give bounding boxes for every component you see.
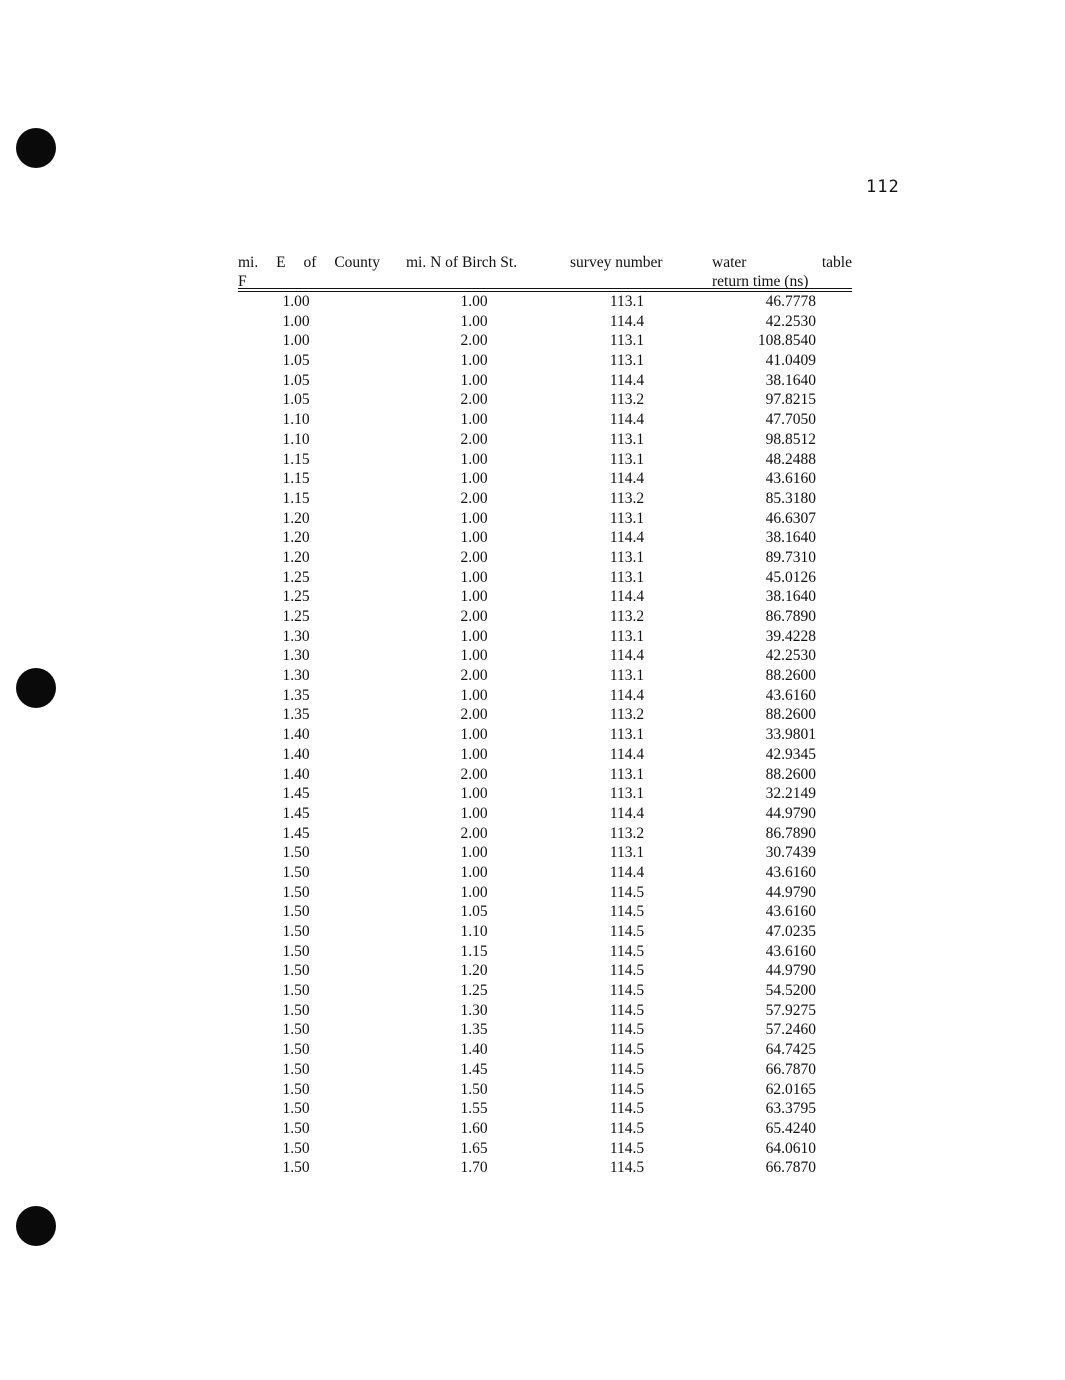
cell-survey-number: 114.4	[609, 804, 645, 822]
cell-mi-e-of-county: 1.40	[282, 745, 310, 763]
table-row	[238, 1020, 852, 1040]
header-survey-number: survey number	[570, 254, 663, 271]
cell-mi-n-of-birch: 1.00	[460, 509, 488, 527]
cell-return-time: 88.2600	[765, 667, 816, 685]
cell-return-time: 54.5200	[765, 982, 816, 1000]
cell-survey-number: 113.1	[609, 352, 645, 370]
cell-return-time: 45.0126	[765, 568, 816, 586]
cell-mi-e-of-county: 1.40	[282, 765, 310, 783]
cell-survey-number: 114.5	[609, 1001, 645, 1019]
cell-survey-number: 114.4	[609, 371, 645, 389]
cell-survey-number: 114.5	[609, 1041, 645, 1059]
table-row	[238, 390, 852, 410]
cell-survey-number: 113.1	[609, 548, 645, 566]
table-row	[238, 312, 852, 332]
punch-hole-bottom	[16, 1206, 56, 1246]
cell-mi-e-of-county: 1.35	[282, 706, 310, 724]
punch-hole-top	[16, 128, 56, 168]
cell-return-time: 66.7870	[765, 1060, 816, 1078]
table-row	[238, 745, 852, 765]
cell-mi-n-of-birch: 1.00	[460, 588, 488, 606]
cell-return-time: 43.6160	[765, 942, 816, 960]
cell-mi-e-of-county: 1.50	[282, 942, 310, 960]
cell-return-time: 44.9790	[765, 883, 816, 901]
page-number: 112	[866, 177, 900, 197]
cell-mi-n-of-birch: 1.05	[460, 903, 488, 921]
cell-survey-number: 113.1	[609, 765, 645, 783]
header-word: water	[712, 254, 747, 271]
table-row	[238, 981, 852, 1001]
cell-mi-e-of-county: 1.25	[282, 608, 310, 625]
cell-survey-number: 113.1	[609, 667, 645, 685]
cell-mi-n-of-birch: 1.00	[460, 726, 488, 744]
header-mi-n-of-birch: mi. N of Birch St.	[406, 254, 518, 271]
cell-return-time: 65.4240	[765, 1119, 816, 1137]
cell-mi-e-of-county: 1.50	[282, 1041, 310, 1059]
cell-return-time: 47.7050	[765, 411, 816, 429]
cell-mi-n-of-birch: 2.00	[460, 430, 488, 448]
cell-survey-number: 113.1	[609, 509, 645, 527]
cell-mi-n-of-birch: 1.00	[460, 371, 488, 389]
cell-survey-number: 114.5	[609, 1159, 645, 1177]
table-row	[238, 587, 852, 607]
cell-survey-number: 114.4	[609, 588, 645, 606]
cell-survey-number: 114.5	[609, 1139, 645, 1157]
cell-mi-n-of-birch: 1.00	[460, 745, 488, 763]
table-row	[238, 489, 852, 509]
cell-return-time: 63.3795	[765, 1100, 816, 1118]
cell-survey-number: 113.2	[609, 706, 645, 724]
table-row	[238, 1158, 852, 1178]
cell-mi-n-of-birch: 1.60	[460, 1119, 488, 1137]
cell-mi-n-of-birch: 2.00	[460, 824, 488, 842]
table-row	[238, 961, 852, 981]
cell-return-time: 48.2488	[765, 450, 816, 468]
cell-survey-number: 114.4	[609, 411, 645, 429]
cell-survey-number: 113.2	[609, 608, 645, 625]
cell-mi-n-of-birch: 1.00	[460, 863, 488, 881]
cell-return-time: 44.9790	[765, 962, 816, 980]
cell-mi-e-of-county: 1.05	[282, 391, 310, 409]
cell-return-time: 57.2460	[765, 1021, 816, 1039]
cell-return-time: 57.9275	[765, 1001, 816, 1019]
cell-survey-number: 114.5	[609, 1060, 645, 1078]
cell-mi-e-of-county: 1.35	[282, 686, 310, 704]
cell-mi-n-of-birch: 1.00	[460, 568, 488, 586]
cell-mi-e-of-county: 1.20	[282, 509, 310, 527]
cell-mi-n-of-birch: 1.00	[460, 627, 488, 645]
table-row	[238, 883, 852, 903]
table-row	[238, 450, 852, 470]
cell-return-time: 47.0235	[765, 923, 816, 940]
cell-mi-n-of-birch: 1.45	[460, 1060, 488, 1078]
cell-return-time: 64.7425	[765, 1041, 816, 1059]
cell-survey-number: 113.1	[609, 568, 645, 586]
cell-survey-number: 114.4	[609, 529, 645, 547]
cell-mi-e-of-county: 1.45	[282, 785, 310, 803]
cell-mi-e-of-county: 1.50	[282, 1001, 310, 1019]
cell-return-time: 42.2530	[765, 647, 816, 665]
cell-survey-number: 113.2	[609, 489, 645, 507]
table-row	[238, 824, 852, 844]
cell-survey-number: 113.1	[609, 844, 645, 862]
cell-survey-number: 113.1	[609, 785, 645, 803]
cell-mi-e-of-county: 1.50	[282, 883, 310, 901]
table-row	[238, 863, 852, 883]
cell-mi-e-of-county: 1.00	[282, 312, 310, 330]
header-word: F	[238, 273, 247, 290]
table-row	[238, 686, 852, 706]
cell-survey-number: 114.5	[609, 903, 645, 921]
cell-return-time: 85.3180	[765, 489, 816, 507]
table-row	[238, 705, 852, 725]
table-row	[238, 627, 852, 647]
cell-mi-e-of-county: 1.50	[282, 982, 310, 1000]
cell-return-time: 38.1640	[765, 371, 816, 389]
cell-mi-n-of-birch: 1.70	[460, 1159, 488, 1177]
cell-return-time: 66.7870	[765, 1159, 816, 1177]
cell-mi-n-of-birch: 1.00	[460, 450, 488, 468]
cell-return-time: 88.2600	[765, 765, 816, 783]
table-row	[238, 843, 852, 863]
cell-mi-e-of-county: 1.05	[282, 371, 310, 389]
cell-survey-number: 114.5	[609, 1080, 645, 1098]
table-row	[238, 568, 852, 588]
cell-survey-number: 113.2	[609, 391, 645, 409]
cell-survey-number: 114.4	[609, 686, 645, 704]
cell-return-time: 32.2149	[765, 785, 816, 803]
cell-mi-n-of-birch: 1.55	[460, 1100, 488, 1118]
cell-mi-e-of-county: 1.05	[282, 352, 310, 370]
table-row	[238, 430, 852, 450]
cell-mi-n-of-birch: 1.00	[460, 804, 488, 822]
cell-mi-n-of-birch: 1.00	[460, 411, 488, 429]
cell-mi-e-of-county: 1.50	[282, 1119, 310, 1137]
data-table	[238, 253, 852, 1178]
cell-mi-e-of-county: 1.20	[282, 529, 310, 547]
cell-return-time: 42.9345	[765, 745, 816, 763]
cell-mi-e-of-county: 1.15	[282, 450, 310, 468]
cell-mi-n-of-birch: 1.10	[460, 923, 488, 940]
cell-return-time: 97.8215	[765, 391, 816, 409]
table-row	[238, 666, 852, 686]
cell-mi-e-of-county: 1.50	[282, 962, 310, 980]
cell-mi-n-of-birch: 2.00	[460, 706, 488, 724]
header-word: County	[334, 254, 380, 271]
cell-mi-n-of-birch: 1.50	[460, 1080, 488, 1098]
cell-mi-n-of-birch: 1.00	[460, 844, 488, 862]
cell-mi-e-of-county: 1.50	[282, 1021, 310, 1039]
cell-mi-e-of-county: 1.15	[282, 489, 310, 507]
cell-mi-n-of-birch: 1.25	[460, 982, 488, 1000]
header-word: table	[821, 254, 852, 271]
cell-return-time: 86.7890	[765, 824, 816, 842]
table-row	[238, 646, 852, 666]
cell-survey-number: 113.2	[609, 824, 645, 842]
cell-mi-e-of-county: 1.50	[282, 1159, 310, 1177]
cell-mi-n-of-birch: 1.00	[460, 785, 488, 803]
table-row	[238, 1119, 852, 1139]
cell-mi-e-of-county: 1.40	[282, 726, 310, 744]
header-word: return time (ns)	[712, 273, 809, 290]
table-row	[238, 331, 852, 351]
cell-mi-e-of-county: 1.50	[282, 1080, 310, 1098]
cell-return-time: 43.6160	[765, 903, 816, 921]
punch-hole-middle	[16, 668, 56, 708]
cell-mi-e-of-county: 1.45	[282, 824, 310, 842]
header-word: of	[303, 254, 317, 271]
cell-mi-n-of-birch: 1.00	[460, 883, 488, 901]
cell-mi-n-of-birch: 1.35	[460, 1021, 488, 1039]
cell-survey-number: 114.4	[609, 312, 645, 330]
table-row	[238, 1060, 852, 1080]
cell-survey-number: 114.5	[609, 962, 645, 980]
table-row	[238, 1080, 852, 1100]
cell-survey-number: 113.1	[609, 293, 645, 310]
table-header	[238, 253, 852, 288]
cell-mi-e-of-county: 1.30	[282, 627, 310, 645]
cell-survey-number: 113.1	[609, 332, 645, 350]
cell-mi-n-of-birch: 1.15	[460, 942, 488, 960]
cell-mi-n-of-birch: 2.00	[460, 667, 488, 685]
header-word: E	[276, 254, 286, 271]
cell-mi-n-of-birch: 1.00	[460, 293, 488, 310]
cell-mi-e-of-county: 1.50	[282, 863, 310, 881]
table-row	[238, 784, 852, 804]
table-row	[238, 371, 852, 391]
table-row	[238, 528, 852, 548]
table-row	[238, 1040, 852, 1060]
cell-mi-n-of-birch: 1.00	[460, 647, 488, 665]
cell-return-time: 39.4228	[765, 627, 816, 645]
cell-mi-n-of-birch: 1.20	[460, 962, 488, 980]
cell-return-time: 43.6160	[765, 470, 816, 488]
cell-mi-n-of-birch: 1.00	[460, 686, 488, 704]
table-row	[238, 548, 852, 568]
cell-mi-n-of-birch: 1.00	[460, 352, 488, 370]
cell-mi-n-of-birch: 2.00	[460, 332, 488, 350]
cell-return-time: 43.6160	[765, 686, 816, 704]
table-row	[238, 804, 852, 824]
table-row	[238, 607, 852, 627]
cell-mi-e-of-county: 1.50	[282, 923, 310, 940]
cell-mi-n-of-birch: 1.40	[460, 1041, 488, 1059]
cell-mi-e-of-county: 1.20	[282, 548, 310, 566]
table-row	[238, 942, 852, 962]
cell-survey-number: 114.5	[609, 923, 645, 940]
cell-return-time: 98.8512	[765, 430, 816, 448]
table-row	[238, 765, 852, 785]
table-row	[238, 410, 852, 430]
cell-survey-number: 113.1	[609, 450, 645, 468]
cell-survey-number: 114.5	[609, 883, 645, 901]
table-row	[238, 1139, 852, 1159]
header-word: mi.	[238, 254, 259, 271]
cell-return-time: 88.2600	[765, 706, 816, 724]
table-row	[238, 1099, 852, 1119]
cell-return-time: 44.9790	[765, 804, 816, 822]
cell-survey-number: 113.1	[609, 726, 645, 744]
cell-survey-number: 114.5	[609, 942, 645, 960]
cell-survey-number: 114.5	[609, 1021, 645, 1039]
cell-survey-number: 114.4	[609, 745, 645, 763]
cell-mi-e-of-county: 1.45	[282, 804, 310, 822]
cell-mi-e-of-county: 1.50	[282, 1060, 310, 1078]
cell-mi-n-of-birch: 1.00	[460, 312, 488, 330]
cell-survey-number: 114.5	[609, 1100, 645, 1118]
table-body	[238, 292, 852, 1178]
cell-mi-e-of-county: 1.50	[282, 1139, 310, 1157]
cell-mi-e-of-county: 1.25	[282, 568, 310, 586]
cell-survey-number: 114.4	[609, 647, 645, 665]
table-row	[238, 1001, 852, 1021]
cell-mi-n-of-birch: 1.00	[460, 529, 488, 547]
header-mi-e-of-county	[238, 253, 380, 291]
cell-return-time: 62.0165	[765, 1080, 816, 1098]
table-row	[238, 509, 852, 529]
cell-survey-number: 114.5	[609, 1119, 645, 1137]
cell-return-time: 108.8540	[757, 332, 816, 350]
cell-mi-e-of-county: 1.15	[282, 470, 310, 488]
cell-mi-n-of-birch: 2.00	[460, 391, 488, 409]
cell-mi-e-of-county: 1.50	[282, 1100, 310, 1118]
cell-mi-e-of-county: 1.10	[282, 430, 310, 448]
cell-return-time: 30.7439	[765, 844, 816, 862]
table-row	[238, 351, 852, 371]
cell-return-time: 42.2530	[765, 312, 816, 330]
cell-mi-n-of-birch: 1.00	[460, 470, 488, 488]
cell-mi-e-of-county: 1.50	[282, 844, 310, 862]
cell-return-time: 64.0610	[765, 1139, 816, 1157]
table-row	[238, 292, 852, 312]
table-row	[238, 725, 852, 745]
cell-survey-number: 114.5	[609, 982, 645, 1000]
cell-mi-e-of-county: 1.10	[282, 411, 310, 429]
cell-return-time: 38.1640	[765, 588, 816, 606]
cell-survey-number: 113.1	[609, 627, 645, 645]
cell-mi-n-of-birch: 2.00	[460, 608, 488, 625]
header-water-table-return-time	[712, 253, 852, 291]
cell-return-time: 33.9801	[765, 726, 816, 744]
cell-mi-n-of-birch: 2.00	[460, 548, 488, 566]
table-row	[238, 902, 852, 922]
cell-return-time: 89.7310	[765, 548, 816, 566]
cell-return-time: 41.0409	[765, 352, 816, 370]
cell-mi-e-of-county: 1.50	[282, 903, 310, 921]
cell-survey-number: 113.1	[609, 430, 645, 448]
cell-return-time: 43.6160	[765, 863, 816, 881]
cell-mi-e-of-county: 1.30	[282, 667, 310, 685]
cell-mi-n-of-birch: 1.30	[460, 1001, 488, 1019]
cell-mi-n-of-birch: 2.00	[460, 765, 488, 783]
table-row	[238, 922, 852, 942]
cell-mi-e-of-county: 1.00	[282, 332, 310, 350]
cell-survey-number: 114.4	[609, 863, 645, 881]
cell-mi-e-of-county: 1.30	[282, 647, 310, 665]
cell-mi-e-of-county: 1.25	[282, 588, 310, 606]
cell-survey-number: 114.4	[609, 470, 645, 488]
cell-return-time: 38.1640	[765, 529, 816, 547]
cell-mi-e-of-county: 1.00	[282, 293, 310, 310]
cell-mi-n-of-birch: 1.65	[460, 1139, 488, 1157]
cell-return-time: 86.7890	[765, 608, 816, 625]
table-row	[238, 469, 852, 489]
cell-return-time: 46.7778	[765, 293, 816, 310]
cell-return-time: 46.6307	[765, 509, 816, 527]
cell-mi-n-of-birch: 2.00	[460, 489, 488, 507]
